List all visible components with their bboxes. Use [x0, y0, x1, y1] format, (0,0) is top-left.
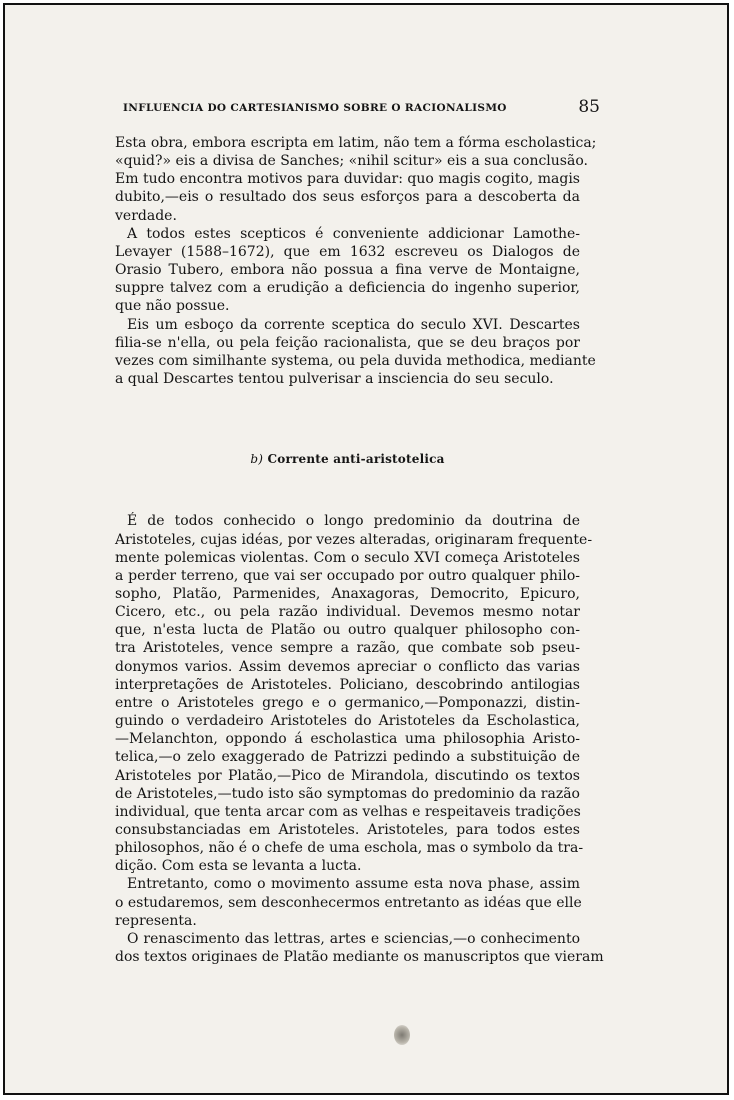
text-line: Esta obra, embora escripta em latim, não tem a fórma escholastica; — [115, 135, 597, 151]
paragraph-sceptic-summary — [115, 316, 596, 389]
text-line: o estudaremos, sem desconhecermos entretanto as idéas que elle — [115, 894, 582, 911]
section-label: b) — [250, 452, 264, 467]
text-line: que não possue. — [115, 298, 230, 315]
text-line: dos textos originaes de Platão mediante os manuscriptos que vieram — [115, 949, 604, 966]
text-line: dubito,—eis o resultado dos seus esforços para a descoberta da — [115, 189, 580, 206]
text-line: Entretanto, como o movimento assume esta nova phase, assim — [127, 876, 580, 893]
text-line: É de todos conhecido o longo predominio da doutrina de — [127, 513, 580, 530]
paragraph-movement — [115, 875, 580, 929]
text-line: mente polemicas violentas. Com o seculo XVI começa Aristoteles — [115, 549, 580, 566]
paper-stain — [394, 1025, 410, 1045]
text-line: tra Aristoteles, vence sempre a razão, que combate sob pseu- — [115, 640, 580, 657]
text-line: «quid?» eis a divisa de Sanches; «nihil scitur» eis a sua conclusão. — [115, 153, 588, 170]
text-line: Aristoteles, cujas idéas, por vezes alteradas, originaram frequente- — [115, 531, 593, 548]
text-line: guindo o verdadeiro Aristoteles do Aristoteles da Escholastica, — [115, 713, 580, 730]
text-line: Aristoteles por Platão,—Pico de Mirandola, discutindo os textos — [115, 767, 580, 784]
text-line: individual, que tenta arcar com as velhas e respeitaveis tradições — [115, 803, 581, 820]
text-line: philosophos, não é o chefe de uma eschola, mas o symbolo da tra- — [115, 840, 584, 857]
text-line: Levayer (1588–1672), que em 1632 escreveu os Dialogos de — [115, 243, 580, 260]
text-line: —Melanchton, oppondo á escholastica uma philosophia Aristo- — [115, 731, 580, 748]
section-title: Corrente anti-aristotelica — [267, 452, 445, 467]
page-body — [115, 134, 604, 966]
text-line: Eis um esboço da corrente sceptica do seculo XVI. Descartes — [127, 316, 580, 333]
paragraph-sanches — [115, 134, 597, 225]
text-line: filia-se n'ella, ou pela feição racionalista, que se deu braços por — [115, 334, 580, 351]
section-heading — [115, 450, 580, 468]
book-page — [3, 3, 729, 1095]
running-title: INFLUENCIA DO CARTESIANISMO SOBRE O RACIONALISMO — [123, 102, 507, 114]
text-line: dição. Com esta se levanta a lucta. — [115, 858, 362, 875]
text-line: vezes com similhante systema, ou pela duvida methodica, mediante — [115, 352, 596, 369]
text-line: consubstanciadas em Aristoteles. Aristoteles, para todos estes — [115, 822, 580, 838]
text-line: verdade. — [115, 207, 177, 224]
text-line: entre o Aristoteles grego e o germanico,—Pomponazzi, distin- — [115, 694, 580, 711]
text-line: Cicero, etc., ou pela razão individual. Devemos mesmo notar — [115, 604, 580, 621]
text-line: interpretações de Aristoteles. Policiano, descobrindo antilogias — [115, 676, 580, 693]
text-line: Orasio Tubero, embora não possua a fina verve de Montaigne, — [115, 262, 580, 279]
text-line: O renascimento das lettras, artes e sciencias,—o conhecimento — [127, 930, 580, 947]
text-line: telica,—o zelo exaggerado de Patrizzi pedindo a substituição de — [115, 749, 580, 766]
paragraph-aristotle — [115, 512, 593, 875]
paragraph-lamothe-levayer — [115, 225, 580, 316]
text-line: sopho, Platão, Parmenides, Anaxagoras, Democrito, Epicuro, — [115, 585, 580, 602]
paragraph-renaissance — [115, 930, 604, 966]
text-line: a perder terreno, que vai ser occupado por outro qualquer philo- — [115, 567, 580, 584]
text-line: A todos estes scepticos é conveniente addicionar Lamothe- — [127, 225, 580, 242]
page-header — [118, 97, 603, 121]
text-line: Em tudo encontra motivos para duvidar: quo magis cogito, magis — [115, 171, 580, 188]
text-line: suppre talvez com a erudição a deficiencia do ingenho superior, — [115, 280, 580, 297]
page-number: 85 — [578, 97, 600, 117]
text-line: a qual Descartes tentou pulverisar a insciencia do seu seculo. — [115, 371, 554, 388]
text-line: de Aristoteles,—tudo isto são symptomas do predominio da razão — [115, 785, 580, 802]
text-line: representa. — [115, 912, 197, 929]
text-line: que, n'esta lucta de Platão ou outro qualquer philosopho con- — [115, 622, 580, 639]
text-line: donymos varios. Assim devemos apreciar o conflicto das varias — [115, 658, 580, 675]
